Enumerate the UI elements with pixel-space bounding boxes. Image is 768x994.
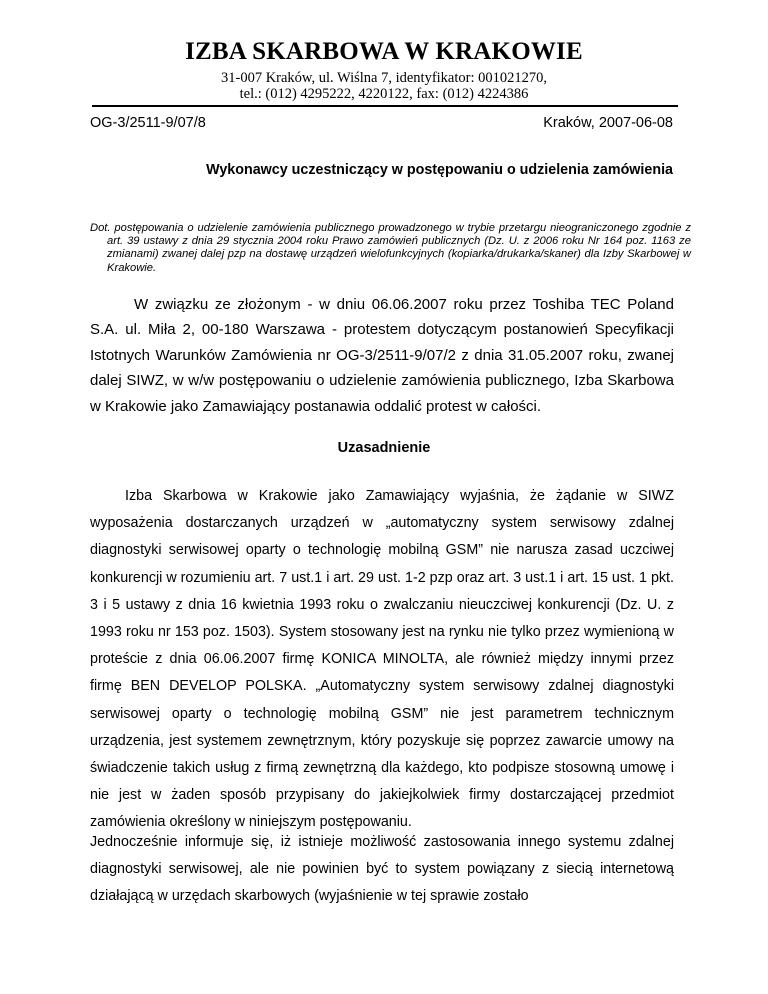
subject-line: Dot. postępowania o udzielenie zamówienia publicznego prowadzonego w trybie przetargu nieograniczonego zgodnie z art. 39 ustawy z dnia 29 stycznia 2004 roku Prawo zamówień publicznych (Dz. U. z 2006 roku Nr 164 poz. 1163 ze zmianami) zwanej dalej pzp na dostawę urządzeń wielofunkcyjnych (kopiarka/drukarka/skaner) dla Izby Skarbowej w Krakowie. xyxy=(90,222,691,274)
justification-paragraph: Izba Skarbowa w Krakowie jako Zamawiający wyjaśnia, że żądanie w SIWZ wyposażenia dostarczanych urządzeń w „automatyczny system serwisowy zdalnej diagnostyki serwisowej oparty o technologię mobilną GSM” nie narusza zasad uczciwej konkurencji w rozumieniu art. 7 ust.1 i art. 29 ust. 1-2 pzp oraz art. 3 ust.1 i art. 15 ust. 1 pkt. 3 i 5 ustawy z dnia 16 kwietnia 1993 roku o zwalczaniu nieuczciwej konkurencji (Dz. U. z 1993 roku nr 153 poz. 1503). System stosowany jest na rynku nie tylko przez wymienioną w proteście z dnia 06.06.2007 firmę KONICA MINOLTA, ale również między innymi przez firmę BEN DEVELOP POLSKA. „Automatyczny system serwisowy zdalnej diagnostyki serwisowej oparty o technologię mobilną GSM” nie jest parametrem technicznym urządzenia, jest systemem zewnętrznym, który pozyskuje się poprzez zawarcie umowy na świadczenie takich usług z firmą zewnętrzną dla każdego, kto podpisze stosowną umowę i nie jest w żaden sposób przypisany do jakiejkolwiek firmy dostarczającej przedmiot zamówienia określony w niniejszym postępowaniu. xyxy=(90,488,674,831)
decision-paragraph: W związku ze złożonym - w dniu 06.06.2007 roku przez Toshiba TEC Poland S.A. ul. Miła 2, 00-180 Warszawa - protestem dotyczącym postanowień Specyfikacji Istotnych Warunków Zamówienia nr OG-3/2511-9/07/2 z dnia 31.05.2007 roku, zwanej dalej SIWZ, w w/w postępowaniu o udzielenie zamówienia publicznego, Izba Skarbowa w Krakowie jako Zamawiający postanawia oddalić protest w całości. xyxy=(90,296,674,415)
alternative-paragraph: Jednocześnie informuje się, iż istnieje możliwość zastosowania innego systemu zdalnej diagnostyki serwisowej, ale nie powinien być to system powiązany z siecią internetową działającą w urzędach skarbowych (wyjaśnienie w tej sprawie zostało xyxy=(90,834,674,905)
letterhead-divider xyxy=(92,105,678,107)
organization-address: 31-007 Kraków, ul. Wiślna 7, identyfikator: 001021270, xyxy=(220,70,548,86)
place-date: Kraków, 2007-06-08 xyxy=(543,115,673,131)
addressee: Wykonawcy uczestniczący w postępowaniu o udzielenia zamówienia xyxy=(206,162,673,178)
justification-heading: Uzasadnienie xyxy=(337,440,431,456)
organization-name: IZBA SKARBOWA W KRAKOWIE xyxy=(185,38,583,65)
reference-number: OG-3/2511-9/07/8 xyxy=(90,115,206,131)
organization-contact: tel.: (012) 4295222, 4220122, fax: (012) 4224386 xyxy=(239,86,529,102)
